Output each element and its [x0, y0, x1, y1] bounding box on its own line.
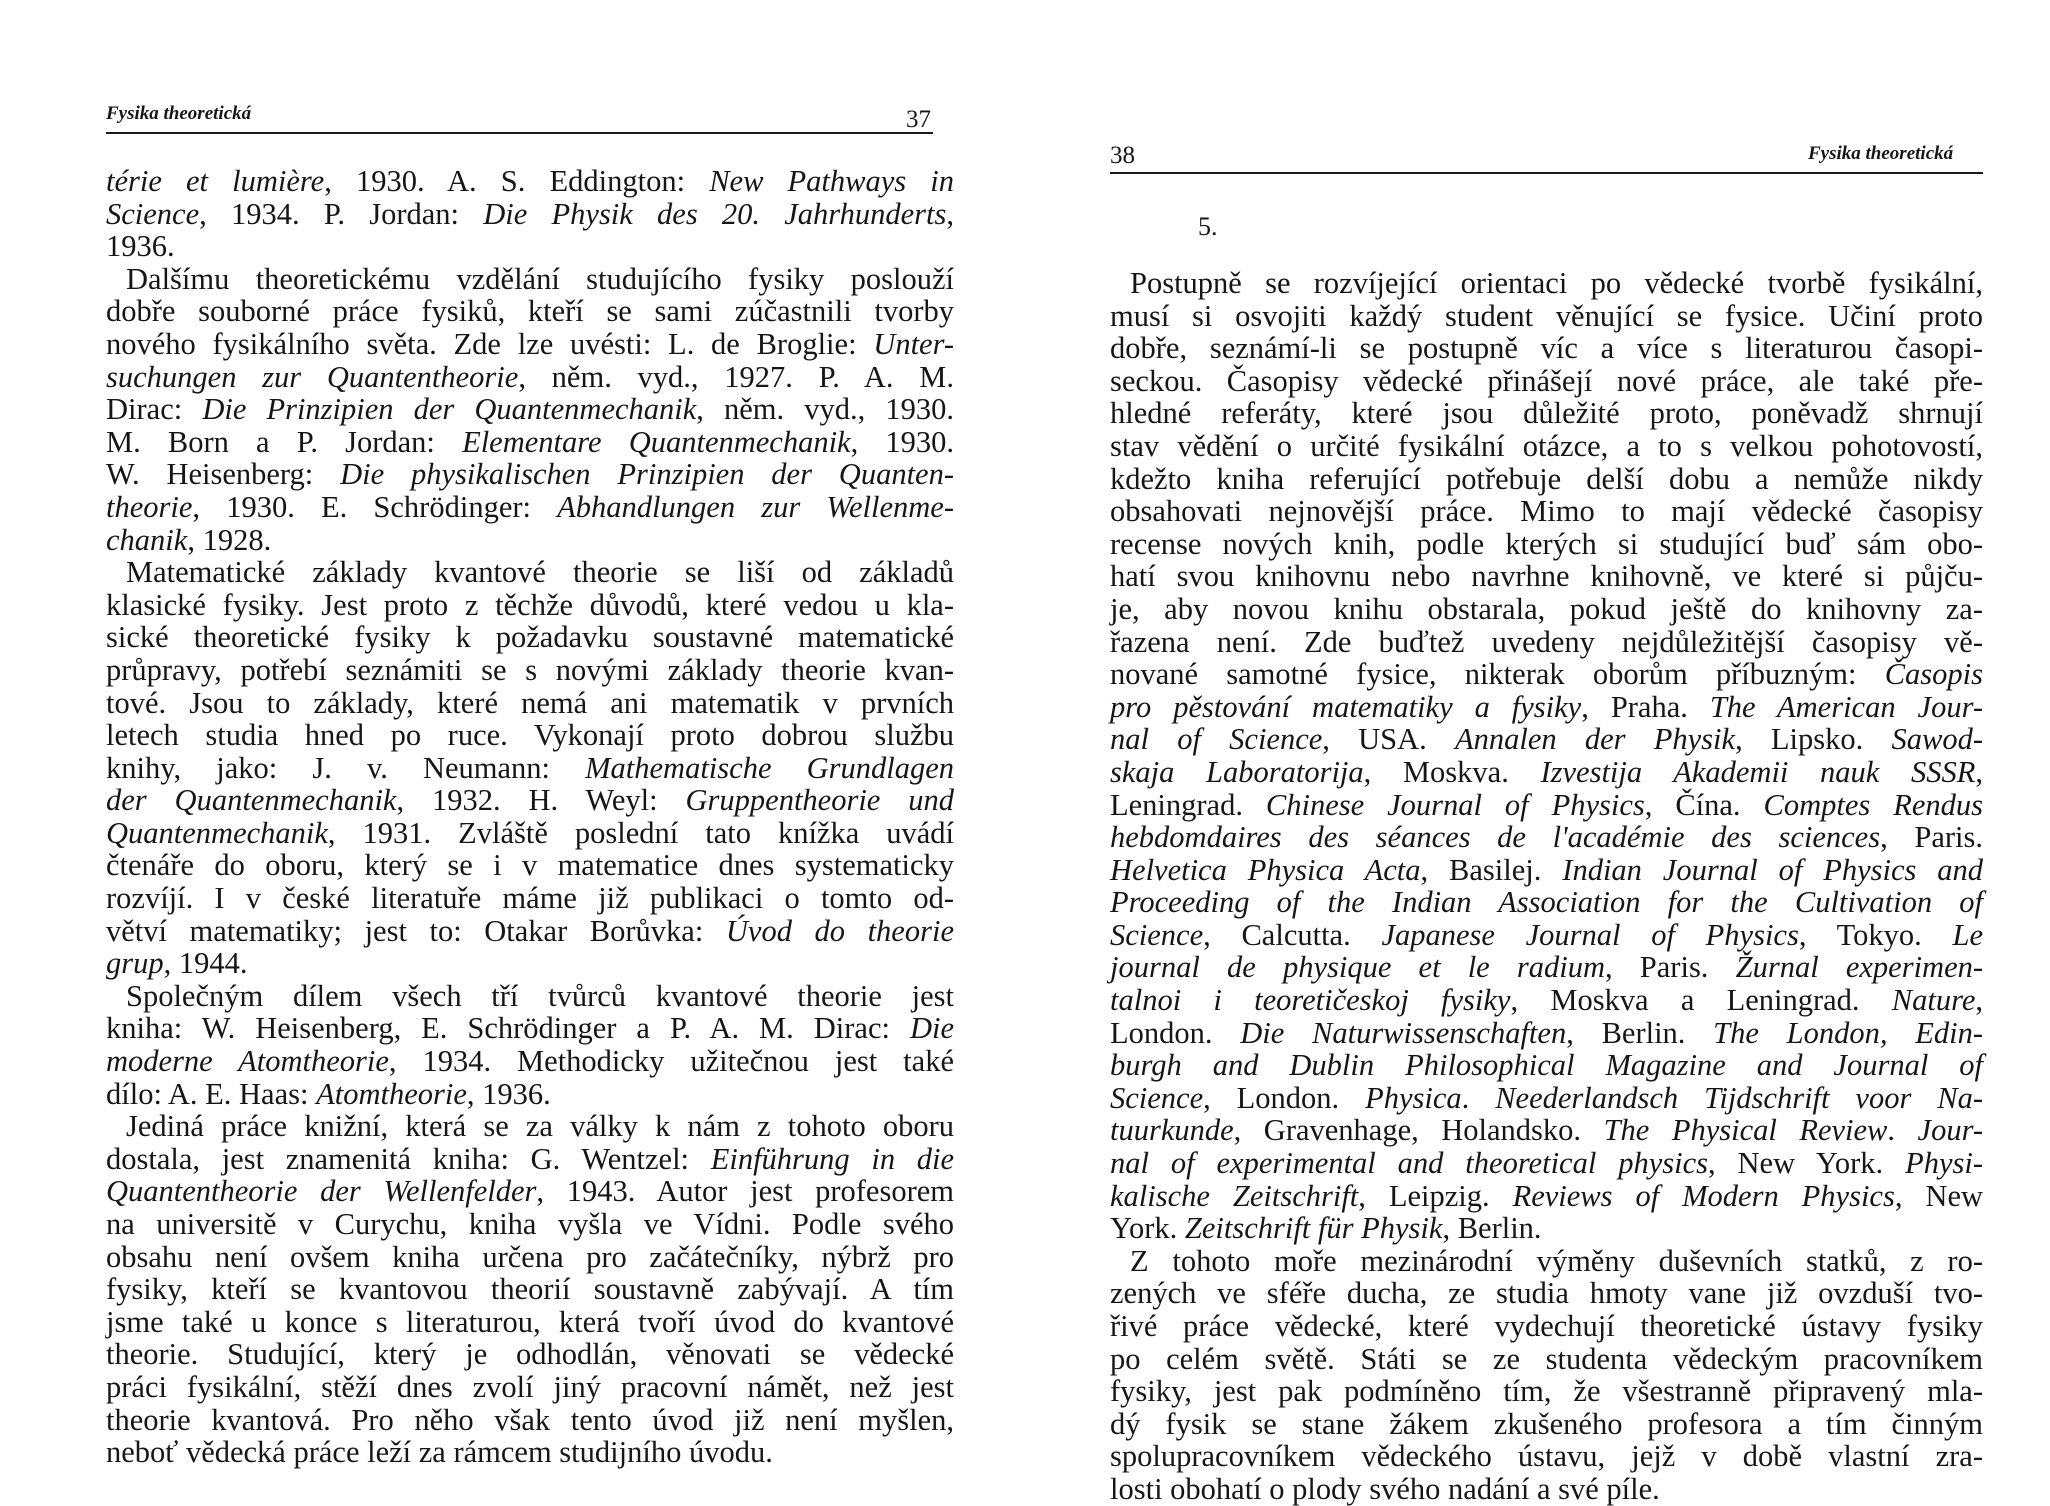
text-line: kdežto kniha referující potřebuje delší dobu a nemůže nikdy: [1110, 461, 1983, 496]
running-title: Fysika theoretická: [106, 103, 252, 124]
text-line: klasické fysiky. Jest proto z těchže důvodů, které vedou u kla-: [106, 587, 954, 622]
text-line: letech studia hned po ruce. Vykonají proto dobrou službu: [106, 718, 954, 753]
text-line: větví matematiky; jest to: Otakar Borůvka: Úvod do theorie: [106, 913, 954, 948]
text-line: po celém světě. Státi se ze studenta vědeckým pracovníkem: [1110, 1341, 1983, 1376]
text-line: Postupně se rozvíjející orientaci po vědecké tvorbě fysikální,: [1130, 266, 1983, 300]
text-line: theorie. Studující, který je odhodlán, věnovati se vědecké: [106, 1337, 954, 1372]
body-text: [106, 165, 954, 1469]
text-line: nované samotné fysice, nikterak oborům příbuzným: Časopis: [1110, 657, 1983, 692]
text-line: na universitě v Curychu, kniha vyšla ve Vídni. Podle svého: [106, 1207, 954, 1241]
text-line: dostala, jest znamenitá kniha: G. Wentzel: Einführung in die: [106, 1141, 955, 1176]
text-line: čtenáře do oboru, který se i v matematice dnes systematicky: [106, 848, 954, 883]
text-line: neboť vědecká práce leží za rámcem studijního úvodu.: [106, 1435, 773, 1470]
text-line: moderne Atomtheorie, 1934. Methodicky užitečnou jest také: [106, 1044, 954, 1079]
text-line: skaja Laboratorija, Moskva. Izvestija Akademii nauk SSSR,: [1110, 754, 1983, 789]
text-line: suchungen zur Quantentheorie, něm. vyd., 1927. P. A. M.: [106, 359, 954, 394]
text-line: fysiky, jest pak podmíněno tím, že všestranně připravený mla-: [1110, 1374, 1983, 1409]
text-line: nal of Science, USA. Annalen der Physik, Lipsko. Sawod-: [1110, 722, 1983, 757]
text-line: M. Born a P. Jordan: Elementare Quantenmechanik, 1930.: [106, 424, 955, 459]
text-line: 1936.: [106, 229, 175, 264]
text-line: London. Die Naturwissenschaften, Berlin. The London, Edin-: [1110, 1015, 1983, 1050]
text-line: talnoi i teoretičeskoj fysiky, Moskva a Leningrad. Nature,: [1110, 983, 1984, 1018]
text-line: térie et lumière, 1930. A. S. Eddington: New Pathways in: [106, 164, 954, 198]
text-line: Jediná práce knižní, která se za války k nám z tohoto oboru: [126, 1109, 954, 1144]
text-line: Dirac: Die Prinzipien der Quantenmechanik, něm. vyd., 1930.: [106, 392, 954, 427]
header-rule: [106, 132, 933, 134]
text-line: recense nových knih, podle kterých si studující buď sám obo-: [1110, 526, 1983, 561]
text-line: zených ve sféře ducha, ze studia hmoty vane již ovzduší tvo-: [1110, 1276, 1983, 1311]
right-page: [1050, 0, 2050, 1506]
text-line: je, aby novou knihu obstarala, pokud ještě do knihovny za-: [1110, 591, 1983, 626]
text-line: Leningrad. Chinese Journal of Physics, Čína. Comptes Rendus: [1110, 787, 1983, 822]
running-title: Fysika theoretická: [1808, 143, 1954, 164]
text-line: fysiky, kteří se kvantovou theorií soustavně zabývají. A tím: [106, 1272, 954, 1307]
text-line: průpravy, potřebí seznámiti se s novými základy theorie kvan-: [106, 652, 954, 687]
text-line: theorie kvantová. Pro něho však tento úvod již není myšlen,: [106, 1402, 954, 1437]
text-line: sické theoretické fysiky k požadavku soustavné matematické: [106, 620, 954, 655]
section-number: 5.: [1198, 212, 1218, 241]
text-line: seckou. Časopisy vědecké přinášejí nové práce, ale také pře-: [1110, 363, 1983, 398]
text-line: chanik, 1928.: [106, 522, 272, 557]
text-line: Science, 1934. P. Jordan: Die Physik des 20. Jahrhunderts,: [106, 196, 954, 231]
text-line: Z tohoto moře mezinárodní výměny duševních statků, z ro-: [1130, 1243, 1983, 1278]
text-line: tuurkunde, Gravenhage, Holandsko. The Physical Review. Jour-: [1110, 1113, 1983, 1148]
text-line: Matematické základy kvantové theorie se liší od základů: [126, 555, 954, 590]
text-line: řivé práce vědecké, které vydechují theoretické ústavy fysiky: [1110, 1309, 1983, 1343]
text-line: burgh and Dublin Philosophical Magazine and Journal of: [1110, 1048, 1983, 1083]
header-rule: [1110, 172, 1983, 174]
text-line: rozvíjí. I v české literatuře máme již publikaci o tomto od-: [106, 881, 954, 916]
text-line: nového fysikálního světa. Zde lze uvésti: L. de Broglie: Unter-: [106, 326, 954, 361]
text-line: Helvetica Physica Acta, Basilej. Indian Journal of Physics and: [1110, 852, 1983, 887]
page-number: 38: [1110, 142, 1135, 169]
text-line: obsahu není ovšem kniha určena pro začátečníky, nýbrž pro: [106, 1239, 954, 1274]
text-line: York. Zeitschrift für Physik, Berlin.: [1110, 1211, 1542, 1246]
body-text: [1110, 267, 1983, 1506]
left-page: [0, 0, 1000, 1500]
text-line: theorie, 1930. E. Schrödinger: Abhandlungen zur Wellenme-: [106, 489, 955, 524]
text-line: pro pěstování matematiky a fysiky, Praha. The American Jour-: [1110, 689, 1983, 724]
text-line: hledné referáty, které jsou důležité proto, poněvadž shrnují: [1110, 396, 1983, 431]
text-line: grup, 1944.: [106, 946, 248, 981]
text-line: Quantenmechanik, 1931. Zvláště poslední tato knížka uvádí: [106, 815, 954, 850]
page-number: 37: [906, 106, 931, 133]
text-line: Science, Calcutta. Japanese Journal of Physics, Tokyo. Le: [1110, 917, 1983, 952]
text-line: journal de physique et le radium, Paris. Žurnal experimen-: [1110, 950, 1984, 985]
text-line: Proceeding of the Indian Association for the Cultivation of: [1110, 885, 1983, 920]
text-line: W. Heisenberg: Die physikalischen Prinzipien der Quanten-: [106, 457, 954, 492]
text-line: práci fysikální, stěží dnes zvolí jiný pracovní námět, než jest: [106, 1369, 954, 1404]
text-line: der Quantenmechanik, 1932. H. Weyl: Gruppentheorie und: [106, 783, 954, 818]
text-line: stav vědění o určité fysikální otázce, a to s velkou pohotovostí,: [1110, 428, 1983, 463]
text-line: Dalšímu theoretickému vzdělání studujícího fysiky poslouží: [126, 261, 954, 296]
text-line: losti obohatí o plody svého nadání a své píle.: [1110, 1471, 1660, 1506]
text-line: kniha: W. Heisenberg, E. Schrödinger a P. A. M. Dirac: Die: [106, 1011, 954, 1046]
text-line: spolupracovníkem vědeckého ústavu, jejž v době vlastní zra-: [1110, 1439, 1983, 1474]
text-line: Quantentheorie der Wellenfelder, 1943. Autor jest profesorem: [106, 1174, 955, 1209]
text-line: dobře souborné práce fysiků, kteří se sami zúčastnili tvorby: [106, 294, 954, 329]
text-line: dý fysik se stane žákem zkušeného profesora a tím činným: [1110, 1406, 1983, 1441]
text-line: Science, London. Physica. Neederlandsch Tijdschrift voor Na-: [1110, 1080, 1983, 1115]
text-line: dobře, seznámí-li se postupně víc a více s literaturou časopi-: [1110, 331, 1983, 366]
text-line: dílo: A. E. Haas: Atomtheorie, 1936.: [106, 1076, 551, 1111]
text-line: hebdomdaires des séances de l'académie des sciences, Paris.: [1110, 820, 1984, 855]
text-line: kalische Zeitschrift, Leipzig. Reviews of Modern Physics, New: [1110, 1178, 1984, 1213]
text-line: hatí svou knihovnu nebo navrhne knihovně, ve které si půjču-: [1110, 559, 1983, 594]
text-line: knihy, jako: J. v. Neumann: Mathematische Grundlagen: [106, 750, 955, 785]
text-line: řazena není. Zde buďtež uvedeny nejdůležitější časopisy vě-: [1110, 624, 1983, 659]
text-line: musí si osvojiti každý student věnující se fysice. Učiní proto: [1110, 298, 1983, 333]
text-line: Společným dílem všech tří tvůrců kvantové theorie jest: [126, 978, 954, 1013]
text-line: tové. Jsou to základy, které nemá ani matematik v prvních: [106, 685, 954, 720]
text-line: obsahovati nejnovější práce. Mimo to mají vědecké časopisy: [1110, 494, 1983, 529]
text-line: jsme také u konce s literaturou, která tvoří úvod do kvantové: [106, 1304, 954, 1339]
text-line: nal of experimental and theoretical physics, New York. Physi-: [1110, 1146, 1983, 1181]
